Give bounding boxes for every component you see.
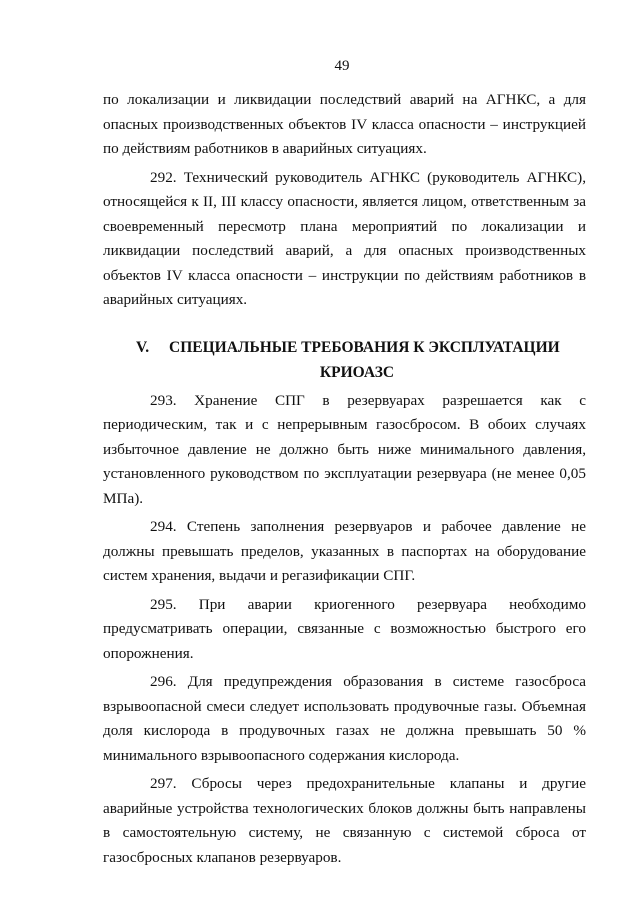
section-heading-line1 <box>103 335 586 360</box>
page-number: 49 <box>334 58 350 74</box>
paragraph-295: 295. При аварии криогенного резервуара необходимо предусматривать операции, связанные с возможностью быстрого его опорожнения. <box>103 595 586 662</box>
paragraph-continuation: по локализации и ликвидации последствий аварий на АГНКС, а для опасных производственных объектов IV класса опасности – инструкцией по действиям работников в аварийных ситуациях. <box>103 91 586 157</box>
document-body <box>103 88 586 870</box>
section-title-line1: СПЕЦИАЛЬНЫЕ ТРЕБОВАНИЯ К ЭКСПЛУАТАЦИИ <box>169 338 560 356</box>
section-heading <box>103 335 586 385</box>
paragraph-296: 296. Для предупреждения образования в системе газосброса взрывоопасной смеси следует использовать продувочные газы. Объемная доля кислорода в продувочных газах не должна превышать 50 % минимального взрывоопасного содержания кислорода. <box>103 673 586 764</box>
paragraph-292: 292. Технический руководитель АГНКС (руководитель АГНКС), относящейся к II, III классу опасности, является лицом, ответственным за своевременный пересмотр плана мероприятий по локализации и ликвидации последствий аварий, а для опасных производственных объектов IV класса опасности – инструкции по действиям работников в аварийных ситуациях. <box>103 168 586 308</box>
section-title-line2: КРИОАЗС <box>319 363 395 381</box>
paragraph-294: 294. Степень заполнения резервуаров и рабочее давление не должны превышать пределов, указанных в паспортах на оборудование систем хранения, выдачи и регазификации СПГ. <box>103 518 586 584</box>
paragraph-293: 293. Хранение СПГ в резервуарах разрешается как с периодическим, так и с непрерывным газосбросом. В обоих случаях избыточное давление не должно быть ниже минимального давления, установленного руководством по эксплуатации резервуара (не менее 0,05 МПа). <box>103 391 586 507</box>
paragraph-297: 297. Сбросы через предохранительные клапаны и другие аварийные устройства технологических блоков должны быть направлены в самостоятельную систему, не связанную с системой сброса от газосбросных клапанов резервуаров. <box>103 775 586 866</box>
section-number: V. <box>136 338 150 356</box>
